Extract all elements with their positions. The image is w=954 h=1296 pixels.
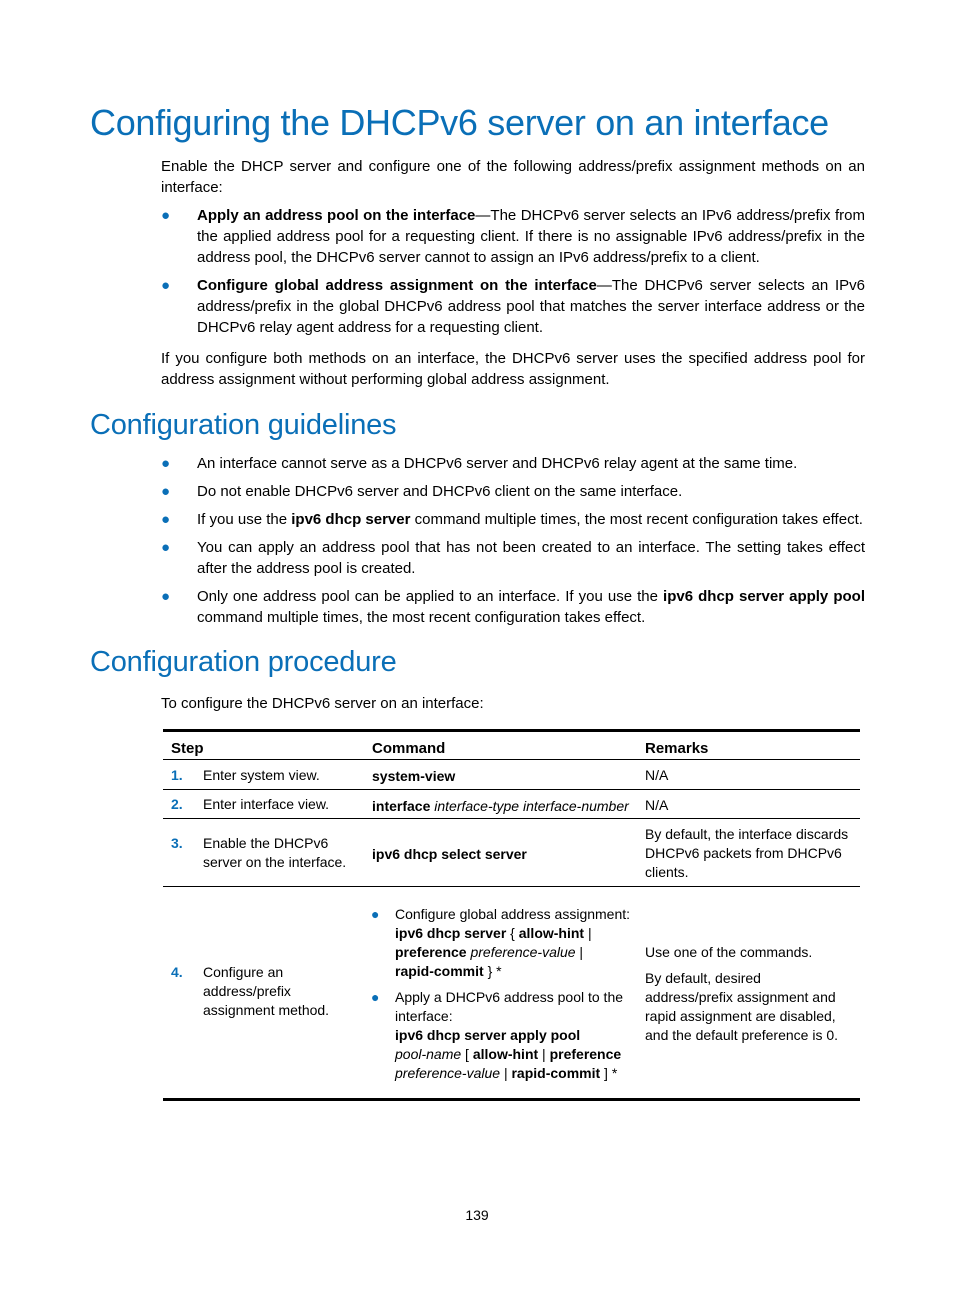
command-keyword: ipv6 dhcp server — [291, 511, 411, 528]
command-argument: preference-value — [470, 944, 576, 960]
table-divider — [163, 789, 860, 790]
method-description: —The DHCPv6 server selects an IPv6 address/prefix in the global DHCPv6 address pool that matches the server interface address or the DHCPv6 relay agent address for a requesting client. — [197, 277, 865, 336]
step-line: address/prefix — [203, 983, 291, 999]
step-line: server on the interface. — [203, 854, 347, 870]
step-line: assignment method. — [203, 1002, 330, 1018]
header-remarks: Remarks — [645, 740, 709, 757]
table-bottom-rule — [163, 1098, 860, 1101]
header-step: Step — [171, 740, 204, 757]
list-item — [161, 481, 865, 502]
guideline-text: If you use the — [197, 511, 292, 528]
both-methods-paragraph: If you configure both methods on an interface, the DHCPv6 server uses the specified address pool for address assignment without performing global address assignment. — [161, 350, 865, 388]
table-top-rule — [163, 729, 860, 732]
page-title: Configuring the DHCPv6 server on an interface — [90, 102, 829, 143]
procedure-heading: Configuration procedure — [90, 646, 397, 678]
list-item — [161, 275, 865, 338]
procedure-intro: To configure the DHCPv6 server on an interface: — [161, 695, 484, 712]
command-keyword: allow-hint — [472, 1046, 539, 1062]
command-keyword: preference — [549, 1046, 622, 1062]
intro-paragraph: Enable the DHCP server and configure one of the following address/prefix assignment methods on an interface: — [161, 158, 865, 196]
page-number: 139 — [465, 1207, 489, 1223]
command-options-list — [371, 905, 641, 1090]
syntax-symbol: | — [500, 1065, 512, 1081]
guideline-text: command multiple times, the most recent configuration takes effect. — [410, 511, 863, 528]
command-keyword: interface — [372, 798, 431, 814]
guideline-text: Only one address pool can be applied to an interface. If you use the — [197, 588, 664, 605]
remarks-line: By default, desired — [645, 970, 761, 986]
list-item — [161, 205, 865, 268]
step-line: Configure an — [203, 964, 284, 980]
option-description: Configure global address assignment: — [395, 906, 631, 922]
bullet-icon: ● — [161, 455, 171, 472]
list-item — [371, 905, 641, 981]
bullet-icon: ● — [371, 906, 380, 922]
remarks-line: and the default preference is 0. — [645, 1027, 839, 1043]
method-description: —The DHCPv6 server selects an IPv6 address/prefix from the applied address pool for a requesting client. If there is no assignable IPv6 address/prefix in the address pool, the DHCPv6 server cannot to assign an IPv6 address/prefix to a client. — [197, 207, 866, 266]
header-command: Command — [372, 740, 446, 757]
step-description: Enter interface view. — [203, 796, 330, 812]
remarks-text: Use one of the commands. — [645, 944, 813, 960]
guidelines-heading: Configuration guidelines — [90, 409, 397, 441]
command-keyword: preference — [395, 944, 467, 960]
command-argument: preference-value — [395, 1065, 501, 1081]
command-text: ipv6 dhcp select server — [372, 846, 527, 862]
syntax-symbol: | — [584, 925, 592, 941]
syntax-symbol: | — [538, 1046, 550, 1062]
bullet-icon: ● — [161, 511, 171, 528]
guideline-text: Do not enable DHCPv6 server and DHCPv6 client on the same interface. — [197, 483, 683, 500]
remarks-text — [645, 969, 838, 1045]
command-keyword: ipv6 dhcp server apply pool — [663, 588, 865, 605]
step-number: 3. — [171, 835, 183, 851]
syntax-symbol: ] * — [600, 1065, 618, 1081]
command-text: system-view — [372, 768, 456, 784]
table-divider — [163, 886, 860, 887]
list-item — [161, 453, 865, 474]
remarks-line: By default, the interface discards — [645, 826, 849, 842]
method-list — [161, 205, 865, 345]
syntax-symbol: [ — [461, 1046, 473, 1062]
syntax-symbol: } * — [483, 963, 502, 979]
guideline-text: You can apply an address pool that has not been created to an interface. The setting takes effect after the address pool is created. — [197, 539, 865, 577]
step-description — [203, 834, 346, 872]
remarks-text: N/A — [645, 797, 669, 813]
step-number: 4. — [171, 964, 183, 980]
step-number: 2. — [171, 796, 183, 812]
syntax-symbol: | — [575, 944, 584, 960]
guideline-text: command multiple times, the most recent configuration takes effect. — [197, 609, 646, 626]
list-item — [161, 586, 865, 628]
bullet-icon: ● — [161, 207, 171, 224]
command-keyword: rapid-commit — [511, 1065, 601, 1081]
remarks-line: DHCPv6 packets from DHCPv6 — [645, 845, 842, 861]
remarks-line: address/prefix assignment and — [645, 989, 836, 1005]
step-description: Enter system view. — [203, 767, 320, 783]
method-name: Configure global address assignment on the interface — [197, 277, 597, 294]
method-name: Apply an address pool on the interface — [197, 207, 476, 224]
bullet-icon: ● — [161, 277, 171, 294]
syntax-symbol: { — [506, 925, 519, 941]
command-keyword: allow-hint — [518, 925, 585, 941]
remarks-line: rapid assignment are disabled, — [645, 1008, 836, 1024]
table-divider — [163, 818, 860, 819]
list-item — [371, 988, 641, 1083]
step-line: Enable the DHCPv6 — [203, 835, 329, 851]
step-description — [203, 963, 329, 1020]
guidelines-list — [161, 453, 865, 635]
table-divider — [163, 759, 860, 760]
option-description: Apply a DHCPv6 address pool to the — [395, 989, 624, 1005]
command-keyword: ipv6 dhcp server apply pool — [395, 1027, 581, 1043]
command-argument: interface-type interface-number — [434, 798, 629, 814]
bullet-icon: ● — [161, 539, 171, 556]
command-keyword: ipv6 dhcp server — [395, 925, 507, 941]
bullet-icon: ● — [371, 989, 380, 1005]
command-keyword: rapid-commit — [395, 963, 484, 979]
command-argument: pool-name — [395, 1046, 462, 1062]
step-number: 1. — [171, 767, 183, 783]
list-item — [161, 509, 865, 530]
remarks-line: clients. — [645, 864, 689, 880]
bullet-icon: ● — [161, 588, 171, 605]
list-item — [161, 537, 865, 579]
guideline-text: An interface cannot serve as a DHCPv6 server and DHCPv6 relay agent at the same time. — [197, 455, 798, 472]
bullet-icon: ● — [161, 483, 171, 500]
remarks-text: N/A — [645, 767, 669, 783]
option-description: interface: — [395, 1008, 453, 1024]
remarks-text — [645, 825, 848, 882]
